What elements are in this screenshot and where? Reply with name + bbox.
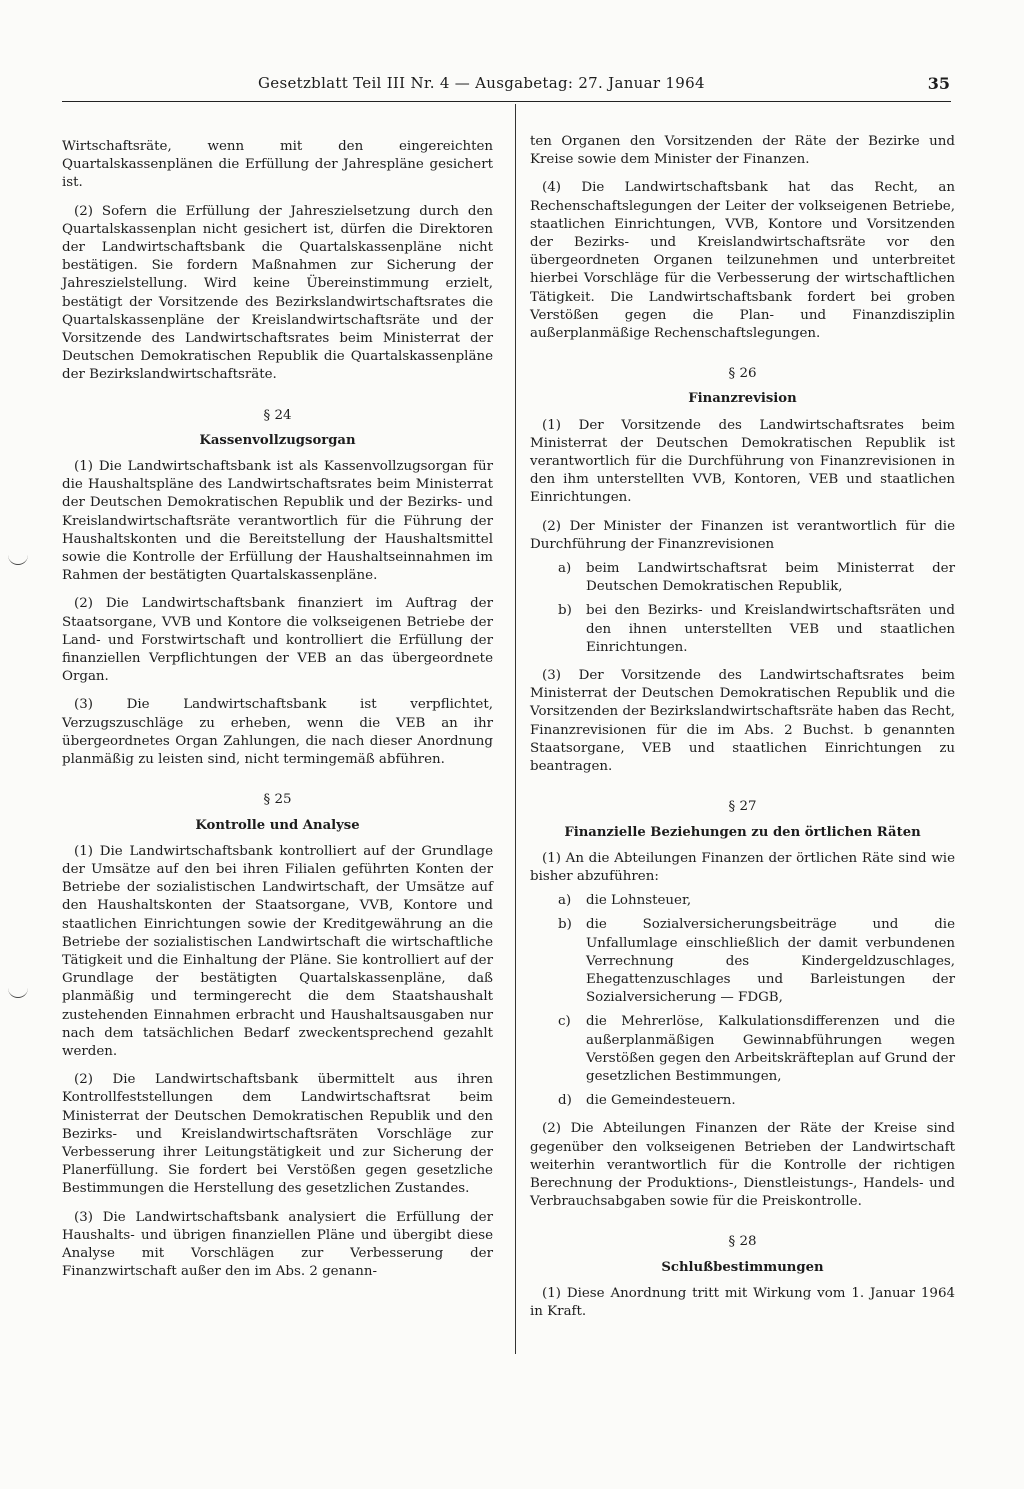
list-label: b) xyxy=(558,917,572,933)
section-number: § 26 xyxy=(728,366,757,382)
paragraph: (2) Sofern die Erfüllung der Jahreszielsetzung durch den Quartalskassenplan nicht gesichert ist, dürfen die Direktoren der Landwirtschaftsbank die Quartalskassenpläne nicht bestätigen. Sie fordern Maßnahmen zur Sicherung der Jahreszielstellung. Wird keine Übereinstimmung erzielt, bestätigt der Vorsitzende des Bezirkslandwirtschaftsrates die Quartalskassenpläne der Kreislandwirtschaftsräte und der Vorsitzende des Landwirtschaftsrates beim Ministerrat der Deutschen Demokratischen Republik die Quartalskassenpläne der Bezirkslandwirtschaftsräte. xyxy=(62,203,493,383)
list-label: a) xyxy=(558,893,572,909)
list-text: bei den Bezirks- und Kreislandwirtschaftsräten und den ihnen unterstellten VEB und staatlichen Einrichtungen. xyxy=(586,603,955,655)
right-column xyxy=(530,133,955,1321)
list-text: die Mehrerlöse, Kalkulationsdifferenzen und die außerplanmäßigen Gewinnabführungen wegen Verstößen gegen den Arbeitskräfteplan auf Grund der gesetzlichen Bestimmungen, xyxy=(586,1014,955,1084)
paragraph: (2) Der Minister der Finanzen ist verantwortlich für die Durchführung der Finanzrevisionen xyxy=(530,518,955,552)
list-item xyxy=(530,1092,955,1110)
paragraph: (2) Die Landwirtschaftsbank übermittelt aus ihren Kontrollfeststellungen dem Landwirtschaftsrat beim Ministerrat der Deutschen Demokratischen Republik und den Bezirks- und Kreislandwirtschaftsräten Vorschläge zur Verbesserung ihrer Leitungstätigkeit und zur Sicherung der Planerfüllung. Sie fordert bei Verstößen gegen gesetzliche Bestimmungen die Herstellung des gesetzlichen Zustandes. xyxy=(62,1072,493,1197)
section-number: § 25 xyxy=(263,792,292,808)
paragraph: ten Organen den Vorsitzenden der Räte der Bezirke und Kreise sowie dem Minister der Finanzen. xyxy=(530,134,955,168)
paragraph: (3) Die Landwirtschaftsbank ist verpflichtet, Verzugszuschläge zu erheben, wenn die VEB an ihr übergeordnetes Organ Zahlungen, die nach dieser Anordnung planmäßig zu leisten sind, nicht termingemäß abführen. xyxy=(62,697,493,768)
paragraph: (1) Diese Anordnung tritt mit Wirkung vom 1. Januar 1964 in Kraft. xyxy=(530,1285,955,1319)
list-label: a) xyxy=(558,561,572,577)
column-divider xyxy=(515,104,516,1354)
list-item xyxy=(530,1013,955,1086)
paragraph: (1) Die Landwirtschaftsbank kontrolliert auf der Grundlage der Umsätze auf den bei ihren Filialen geführten Konten der Betriebe der sozialistischen Landwirtschaft, der Umsätze auf den Haushaltskonten der Staatsorgane, VVB, Kontore und staatlichen Einrichtungen sowie der Kreditgewährung an die Betriebe der sozialistischen Landwirtschaft die wirtschaftliche Tätigkeit und die Einhaltung der Pläne. Sie kontrolliert auf der Grundlage der bestätigten Quartalskassenpläne, daß planmäßig und termingerecht die dem Staatshaushalt zustehenden Einnahmen erbracht und Haushaltsausgaben nur nach dem tatsächlichen Bedarf zweckentsprechend gezahlt werden. xyxy=(62,843,493,1059)
section-number: § 28 xyxy=(728,1234,757,1250)
list-item xyxy=(530,602,955,657)
paragraph: (1) An die Abteilungen Finanzen der örtlichen Räte sind wie bisher abzuführen: xyxy=(530,850,955,884)
paragraph: Wirtschaftsräte, wenn mit den eingereichten Quartalskassenplänen die Erfüllung der Jahrespläne gesichert ist. xyxy=(62,139,493,191)
header-rule xyxy=(62,101,951,102)
page-header xyxy=(62,74,950,98)
list-text: die Lohnsteuer, xyxy=(586,893,692,909)
margin-mark xyxy=(8,552,28,565)
list-label: b) xyxy=(558,603,572,619)
paragraph: (2) Die Landwirtschaftsbank finanziert im Auftrag der Staatsorgane, VVB und Kontore die volkseigenen Betriebe der Land- und Forstwirtschaft und kontrolliert die Erfüllung der finanziellen Verpflichtungen der VEB an das übergeordnete Organ. xyxy=(62,596,493,685)
paragraph: (3) Die Landwirtschaftsbank analysiert die Erfüllung der Haushalts- und übrigen finanziellen Pläne und übergibt diese Analyse mit Vorschlägen zur Verbesserung der Finanzwirtschaft außer den im Abs. 2 genann- xyxy=(62,1209,493,1280)
section-number: § 24 xyxy=(263,407,292,423)
margin-mark xyxy=(8,985,28,998)
header-title: Gesetzblatt Teil III Nr. 4 — Ausgabetag: 27. Januar 1964 xyxy=(258,74,705,92)
list-text: beim Landwirtschaftsrat beim Ministerrat der Deutschen Demokratischen Republik, xyxy=(586,561,955,595)
list-item xyxy=(530,892,955,910)
list-item xyxy=(530,560,955,596)
list-text: die Gemeindesteuern. xyxy=(586,1093,736,1109)
list-label: c) xyxy=(558,1014,571,1030)
section-title: Finanzrevision xyxy=(688,391,797,407)
list-label: d) xyxy=(558,1093,572,1109)
list-text: die Sozialversicherungsbeiträge und die Unfallumlage einschließlich der damit verbundenen Verrechnung des Kindergeldzuschlages, Ehegattenzuschlages und Barleistungen der Sozialversicherung — FDGB, xyxy=(586,917,955,1006)
section-number: § 27 xyxy=(728,799,757,815)
page-number: 35 xyxy=(927,74,950,93)
section-title: Kassenvollzugsorgan xyxy=(199,432,356,448)
section-title: Schlußbestimmungen xyxy=(661,1259,824,1275)
paragraph: (3) Der Vorsitzende des Landwirtschaftsrates beim Ministerrat der Deutschen Demokratischen Republik und die Vorsitzenden der Bezirkslandwirtschaftsräte haben das Recht, Finanzrevisionen für die im Abs. 2 Buchst. b genannten Staatsorgane, VEB und staatlichen Einrichtungen zu beantragen. xyxy=(530,668,955,775)
paragraph: (2) Die Abteilungen Finanzen der Räte der Kreise sind gegenüber den volkseigenen Betrieben der Landwirtschaft weiterhin verantwortlich für die Kontrolle der richtigen Berechnung der Produktions-, Dienstleistungs-, Handels- und Verbrauchsabgaben sowie für die Preiskontrolle. xyxy=(530,1121,955,1210)
paragraph: (1) Die Landwirtschaftsbank ist als Kassenvollzugsorgan für die Haushaltspläne des Landwirtschaftsrates beim Ministerrat der Deutschen Demokratischen Republik und der Bezirks- und Kreislandwirtschaftsräte verantwortlich für die Führung der Haushaltskonten und die Bereitstellung der Haushaltsmittel sowie die Kontrolle der Erfüllung der Haushaltseinnahmen im Rahmen der bestätigten Quartalskassenpläne. xyxy=(62,459,493,584)
section-title: Finanzielle Beziehungen zu den örtlichen Räten xyxy=(564,824,921,840)
list-item xyxy=(530,916,955,1007)
paragraph: (4) Die Landwirtschaftsbank hat das Recht, an Rechenschaftslegungen der Leiter der volkseigenen Betriebe, staatlichen Einrichtungen, VVB, Kontore und Vorsitzenden der Bezirks- und Kreislandwirtschaftsräte vor den übergeordneten Organen teilzunehmen und unterbreitet hierbei Vorschläge für die Verbesserung der wirtschaftlichen Tätigkeit. Die Landwirtschaftsbank fordert bei groben Verstößen gegen die Plan- und Finanzdisziplin außerplanmäßige Rechenschaftslegungen. xyxy=(530,180,955,342)
left-column xyxy=(62,138,493,1281)
paragraph: (1) Der Vorsitzende des Landwirtschaftsrates beim Ministerrat der Deutschen Demokratischen Republik ist verantwortlich für die Durchführung von Finanzrevisionen in den ihm unterstellten VVB, Kontoren, VEB und staatlichen Einrichtungen. xyxy=(530,417,955,506)
section-title: Kontrolle und Analyse xyxy=(195,817,360,833)
